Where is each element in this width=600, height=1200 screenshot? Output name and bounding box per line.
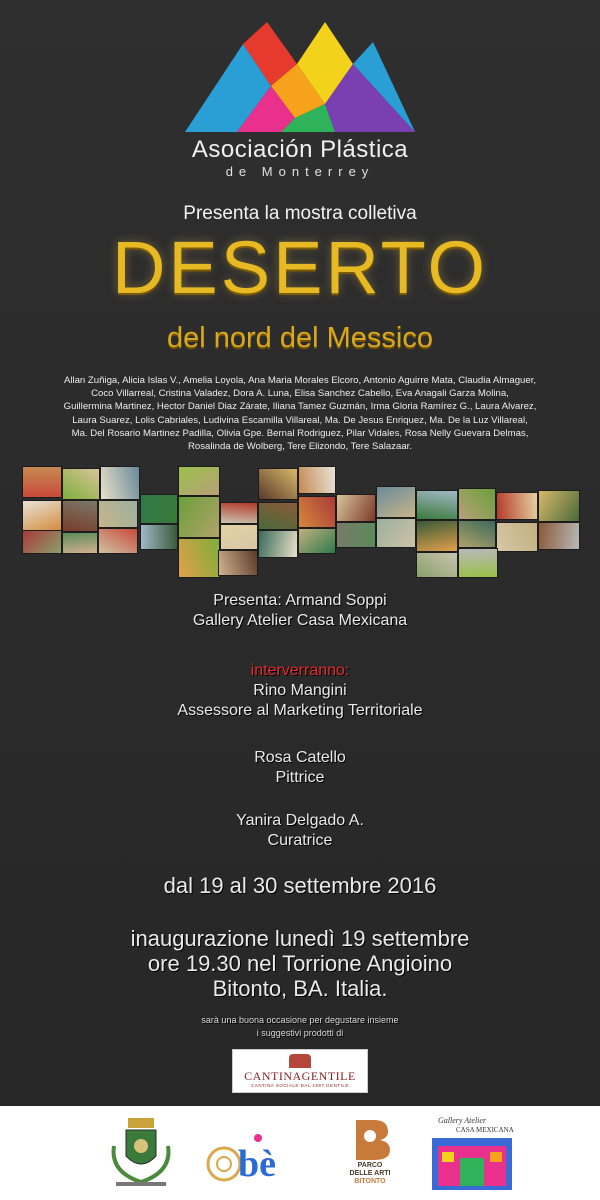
- artwork-thumbnail: [98, 500, 138, 528]
- artwork-thumbnail: [538, 522, 580, 550]
- artists-line: Allan Zuñiga, Alicia Islas V., Amelia Loyola, Ana Maria Morales Elcoro, Antonio Aguirre Mata, Claudia Almaguer,: [63, 375, 537, 386]
- speaker-role: Pittrice: [275, 769, 325, 786]
- artwork-thumbnail: [416, 520, 458, 552]
- exhibition-subtitle: del nord del Messico: [167, 322, 433, 354]
- speaker-role: Assessore al Marketing Territoriale: [177, 702, 423, 719]
- artwork-thumbnail: [258, 530, 298, 558]
- be-text: bè: [238, 1143, 276, 1185]
- speaker-name: Rosa Catello: [254, 749, 346, 766]
- parco-line: DELLE ARTI: [349, 1170, 391, 1177]
- speakers-block: [0, 661, 600, 721]
- speaker-role: Curatrice: [267, 832, 333, 849]
- parco-delle-arti-logo: [340, 1116, 400, 1190]
- cantina-emblem-icon: [289, 1054, 311, 1068]
- tasting-line: i suggestivi prodotti di: [256, 1028, 344, 1038]
- artwork-thumbnail: [458, 548, 498, 578]
- speaker-name: Yanira Delgado A.: [236, 812, 364, 829]
- artwork-thumbnail: [22, 466, 62, 498]
- artwork-thumbnail: [376, 518, 416, 548]
- artwork-thumbnail: [336, 522, 376, 548]
- sponsor-tagline: CANTINA SOCIALE DAL 1997 GENTILE: [251, 1083, 349, 1088]
- presenter-gallery: Gallery Atelier Casa Mexicana: [192, 612, 408, 629]
- gallery-line: CASA MEXICANA: [456, 1126, 514, 1134]
- artwork-thumbnail: [298, 496, 336, 528]
- artwork-thumbnail: [298, 466, 336, 494]
- gallery-atelier-logo: [430, 1116, 514, 1190]
- municipal-crest-icon: [106, 1116, 176, 1190]
- speaker-block: [0, 748, 600, 788]
- artwork-thumbnail: [218, 550, 258, 576]
- artwork-thumbnail: [538, 490, 580, 522]
- exhibition-dates: dal 19 al 30 settembre 2016: [163, 873, 437, 898]
- artwork-thumbnail: [220, 524, 258, 550]
- parco-line: BITONTO: [354, 1178, 386, 1185]
- artwork-thumbnail: [496, 492, 538, 520]
- artists-line: Coco Villarreal, Cristina Valadez, Dora A. Luna, Elisa Sanchez Cabello, Eva Anagali Garza Molina,: [91, 388, 509, 400]
- artwork-thumbnail: [220, 502, 258, 524]
- artists-line: Ma. Del Rosario Martinez Padilla, Olivia Gpe. Bernal Rodriguez, Pilar Vidales, Rosa Nelly Guevara Delmas,: [71, 427, 529, 439]
- artwork-thumbnail: [258, 468, 298, 500]
- artwork-thumbnail: [458, 520, 496, 548]
- artwork-thumbnail: [140, 524, 178, 550]
- artwork-thumbnail: [258, 502, 298, 530]
- artists-line: Rosalinda de Wolberg, Tere Elizondo, Tere Salazaar.: [188, 441, 412, 453]
- speaker-name: Rino Mangini: [253, 682, 347, 699]
- presenter-block: [0, 591, 600, 631]
- artwork-thumbnail: [376, 486, 416, 518]
- artwork-thumbnail: [416, 552, 458, 578]
- exhibition-title: DESERTO: [111, 226, 489, 309]
- tasting-note: [0, 1014, 600, 1040]
- inauguration-block: [0, 926, 600, 1001]
- be-logo: [200, 1116, 280, 1190]
- casa-facade-icon: [432, 1138, 512, 1190]
- artwork-thumbnail: [22, 530, 62, 554]
- speakers-heading: interverranno:: [250, 662, 350, 679]
- asociacion-logo-icon: [185, 22, 415, 132]
- presenter-name: Presenta: Armand Soppi: [213, 592, 387, 609]
- artwork-thumbnail: [458, 488, 496, 520]
- artwork-mosaic: [22, 466, 580, 578]
- artwork-thumbnail: [98, 528, 138, 554]
- footer-logos: [0, 1106, 600, 1200]
- artwork-thumbnail: [62, 500, 98, 532]
- artwork-thumbnail: [140, 494, 178, 524]
- organization-name: Asociación Plástica: [191, 136, 409, 163]
- artwork-thumbnail: [336, 494, 376, 522]
- artwork-thumbnail: [496, 522, 538, 552]
- artwork-thumbnail: [100, 466, 140, 500]
- sponsor-name: CANTINAGENTILE: [244, 1069, 356, 1083]
- artwork-thumbnail: [178, 496, 220, 538]
- artwork-thumbnail: [62, 468, 100, 500]
- inauguration-date: inaugurazione lunedì 19 settembre: [130, 926, 470, 951]
- artists-line: Guillermina Martinez, Hector Daniel Diaz Zárate, Iliana Tamez Guzmán, Irma Gloria Ramírez G., Laura Alvarez,: [63, 401, 537, 413]
- parco-line: PARCO: [357, 1162, 383, 1169]
- speaker-block: [0, 811, 600, 851]
- artwork-thumbnail: [22, 500, 62, 532]
- organization-subname: de Monterrey: [225, 164, 375, 179]
- cantina-gentile-logo: [232, 1049, 368, 1093]
- artwork-thumbnail: [62, 532, 98, 554]
- gallery-line: Gallery Atelier: [438, 1116, 487, 1125]
- artwork-thumbnail: [178, 538, 220, 578]
- artwork-thumbnail: [416, 490, 458, 520]
- artwork-thumbnail: [178, 466, 220, 496]
- parco-b-icon: [340, 1116, 400, 1160]
- inauguration-city: Bitonto, BA. Italia.: [212, 976, 388, 1001]
- artists-line: Laura Suarez, Lolis Cabriales, Ludivina Escamilla Villareal, Ma. De Jesus Enriquez, Ma. De la Luz Villareal,: [72, 414, 528, 426]
- artwork-thumbnail: [298, 528, 336, 554]
- intro-text: Presenta la mostra colletiva: [183, 203, 417, 224]
- inauguration-time-place: ore 19.30 nel Torrione Angioino: [147, 951, 453, 976]
- tasting-line: sarà una buona occasione per degustare insieme: [201, 1015, 399, 1025]
- artists-list: [30, 374, 570, 453]
